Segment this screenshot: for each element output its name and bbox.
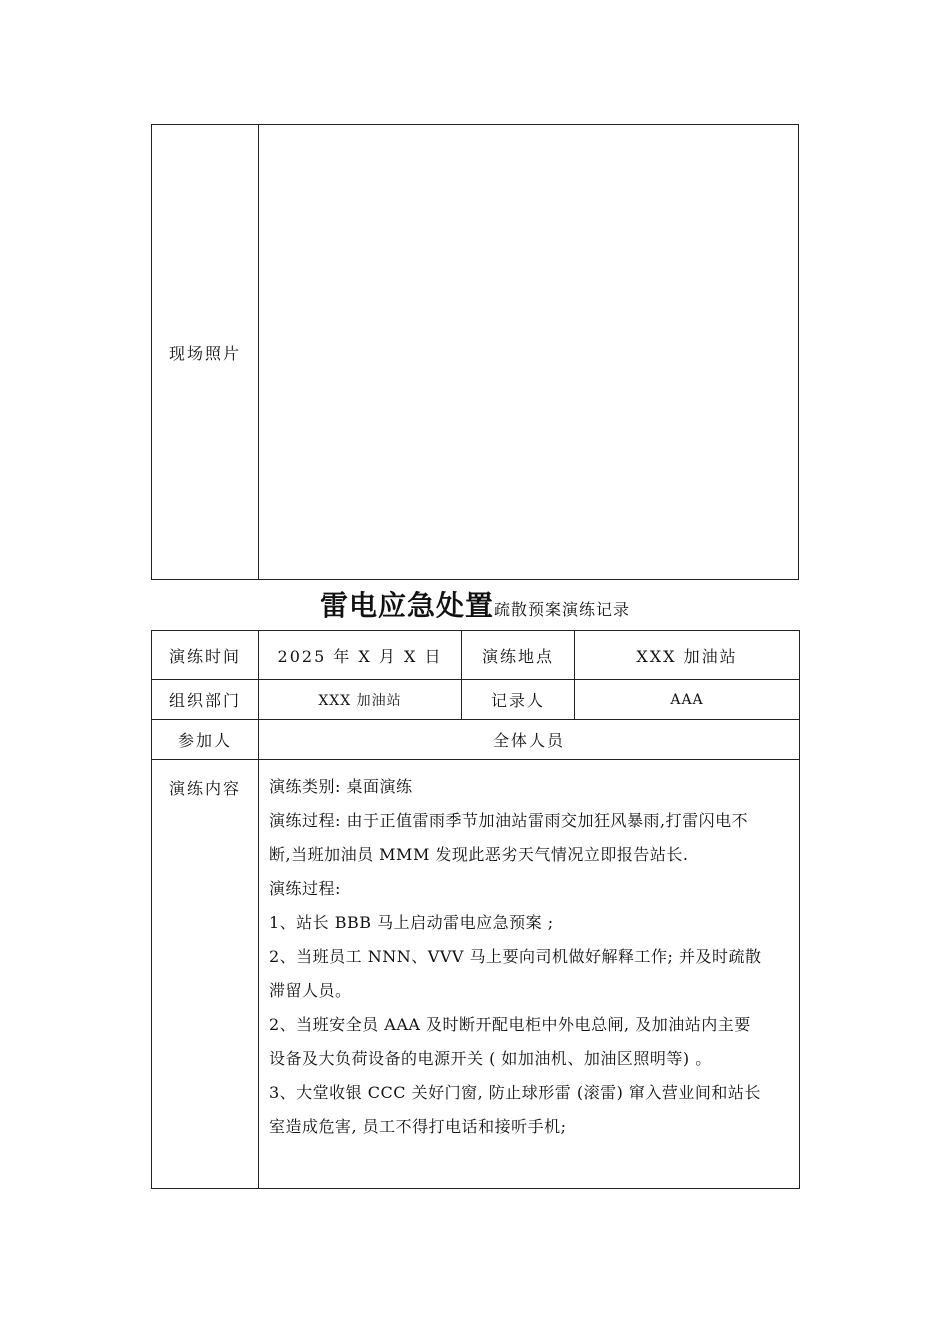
content-line: 断,当班加油员 MMM 发现此恶劣天气情况立即报告站长.: [269, 845, 689, 864]
content-body: [259, 760, 800, 1189]
dept-value: XXX 加油站: [259, 680, 462, 720]
recorder-label: 记录人: [462, 680, 575, 720]
content-line: 设备及大负荷设备的电源开关 ( 如加油机、加油区照明等) 。: [269, 1049, 712, 1068]
content-line: 室造成危害, 员工不得打电话和接听手机;: [269, 1117, 567, 1136]
content-line: 1、站长 BBB 马上启动雷电应急预案 ;: [269, 913, 554, 932]
content-line: 2、当班安全员 AAA 及时断开配电柜中外电总闸, 及加油站内主要: [269, 1015, 751, 1034]
photo-area: [259, 125, 798, 579]
content-line: 滞留人员。: [269, 981, 352, 1000]
title-normal: 疏散预案演练记录: [494, 600, 631, 619]
place-label: 演练地点: [462, 631, 575, 680]
content-line: 3、大堂收银 CCC 关好门窗, 防止球形雷 (滚雷) 窜入营业间和站长: [269, 1083, 761, 1102]
photo-label: 现场照片: [152, 125, 259, 579]
content-line: 演练类别: 桌面演练: [269, 777, 413, 796]
dept-label: 组织部门: [152, 680, 259, 720]
photo-table: [151, 124, 799, 580]
content-line: 2、当班员工 NNN、VVV 马上要向司机做好解释工作; 并及时疏散: [269, 947, 762, 966]
participants-label: 参加人: [152, 720, 259, 760]
title-bold: 雷电应急处置: [319, 589, 494, 622]
content-line: 演练过程: 由于正值雷雨季节加油站雷雨交加狂风暴雨,打雷闪电不: [269, 811, 749, 830]
document-title: [0, 584, 950, 624]
place-value: XXX 加油站: [575, 631, 800, 680]
time-value: 2025 年 X 月 X 日: [259, 631, 462, 680]
time-label: 演练时间: [152, 631, 259, 680]
recorder-value: AAA: [575, 680, 800, 720]
drill-record-table: [151, 630, 800, 1189]
participants-value: 全体人员: [259, 720, 800, 760]
content-label: 演练内容: [152, 760, 259, 1189]
content-line: 演练过程:: [269, 879, 341, 898]
